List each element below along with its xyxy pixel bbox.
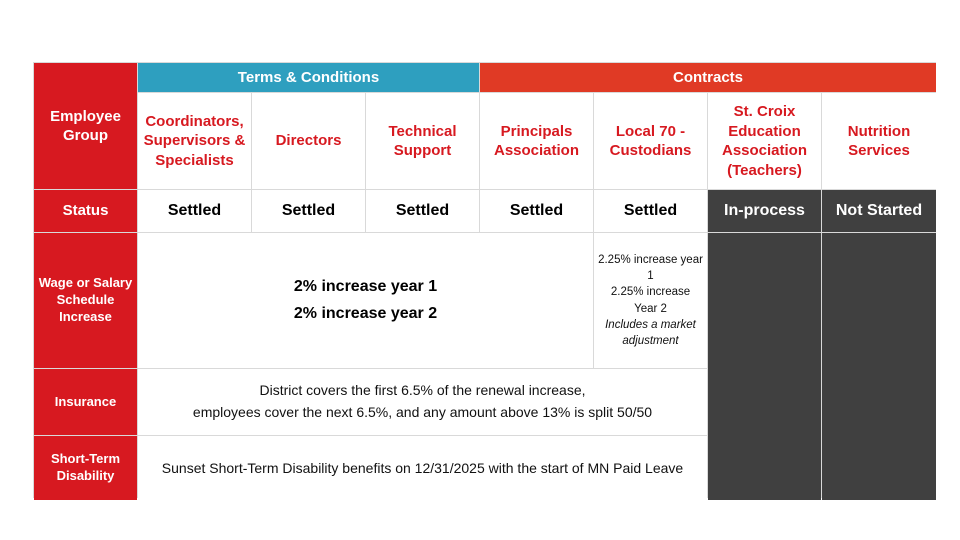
insurance-label: Insurance [54,393,117,409]
group-nutrition [822,93,936,189]
custodians-wage-line-1: 2.25% increase year 1 [598,254,703,283]
status-cell [366,190,479,232]
group-directors [252,93,365,189]
insurance-row-label [34,369,137,435]
group-label: Technical Support [388,122,457,159]
group-technical-support [366,93,479,189]
status-value: Settled [395,201,450,219]
status-cell [252,190,365,232]
status-value: Settled [509,201,564,219]
contracts-header [480,63,936,92]
status-cell [480,190,593,232]
wage-main-cell [138,233,593,368]
group-label: St. Croix Education Association (Teachers) [721,103,808,179]
employee-group-label: Employee Group [50,107,121,144]
wage-line-1: 2% increase year 1 [293,278,438,296]
wage-custodians-cell [594,233,707,368]
custodians-wage-note: Includes a market adjustment [605,318,696,347]
teachers-pending-block [708,233,821,500]
status-cell-in-process [708,190,821,232]
group-label: Principals Association [493,122,580,159]
status-value: Not Started [835,201,923,219]
wage-line-2: 2% increase year 2 [293,304,438,322]
status-value: Settled [281,201,336,219]
insurance-line-2: employees cover the next 6.5%, and any amount above 13% is split 50/50 [192,404,653,420]
insurance-line-1: District covers the first 6.5% of the renewal increase, [259,382,586,399]
group-label: Directors [275,132,342,150]
status-cell [594,190,707,232]
group-label: Local 70 - Custodians [609,122,692,159]
nutrition-pending-block [822,233,936,500]
status-cell [138,190,251,232]
terms-conditions-header [138,63,479,92]
status-label: Status [62,202,109,220]
employee-contract-table [33,62,936,498]
insurance-cell [138,369,707,435]
custodians-wage-line-2: 2.25% increase Year 2 [610,286,691,315]
std-text: Sunset Short-Term Disability benefits on 12/31/2025 with the start of MN Paid Leave [161,459,684,476]
status-value: In-process [724,201,805,219]
std-cell [138,436,707,500]
group-teachers [708,93,821,189]
group-label: Nutrition Services [847,122,911,159]
group-coordinators [138,93,251,189]
status-row-label [34,190,137,232]
status-value: Settled [623,201,678,219]
terms-conditions-label: Terms & Conditions [237,68,380,86]
std-label: Short-Term Disability [50,451,121,483]
group-custodians [594,93,707,189]
status-value: Settled [167,201,222,219]
employee-group-header [34,63,137,189]
group-label: Coordinators, Supervisors & Specialists [143,112,246,169]
status-cell-not-started [822,190,936,232]
std-row-label [34,436,137,500]
wage-row-label [34,233,137,368]
contracts-label: Contracts [672,68,743,86]
group-principals [480,93,593,189]
wage-label: Wage or Salary Schedule Increase [38,275,133,324]
